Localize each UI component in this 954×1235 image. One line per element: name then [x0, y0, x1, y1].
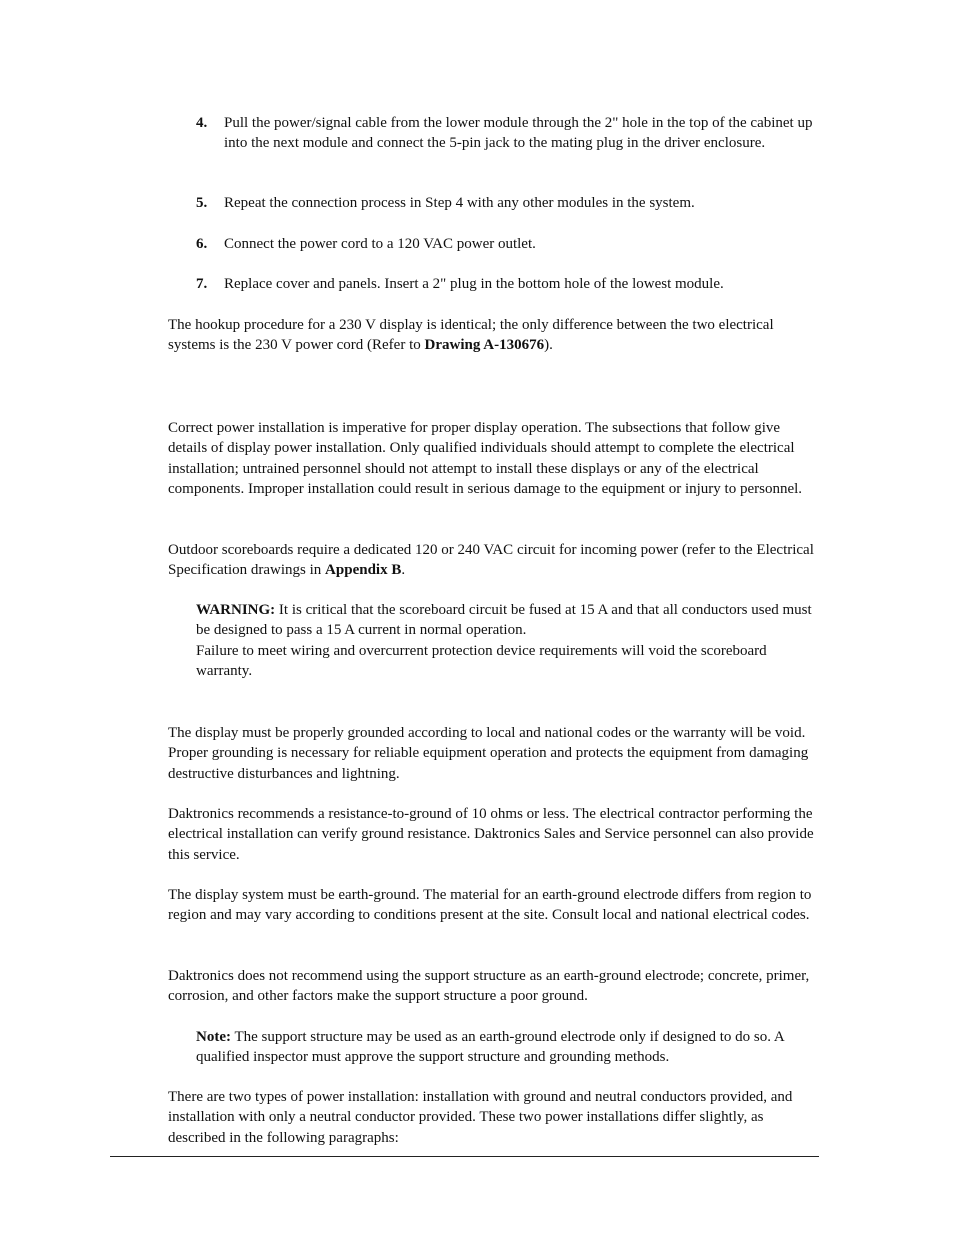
drawing-reference: Drawing A-130676: [424, 337, 545, 354]
outdoor-text: Outdoor scoreboards require a dedicated 120 or 240 VAC circuit for incoming power (refer to the Electrical Specification drawings in: [168, 542, 814, 579]
note-block: [196, 1027, 818, 1068]
step-number: 5.: [196, 195, 208, 211]
step-item: [196, 193, 816, 213]
power-types-paragraph: There are two types of power installation: installation with ground and neutral conductors provided, and installation with only a neutral conductor provided. These two power installations differ slightly, as described in the following paragraphs:: [168, 1089, 793, 1146]
grounding-paragraph: Daktronics recommends a resistance-to-ground of 10 ohms or less. The electrical contractor performing the electrical installation can verify ground resistance. Daktronics Sales and Service personnel can also provide this service.: [168, 806, 814, 863]
warning-label: WARNING:: [196, 602, 276, 618]
hookup-text: The hookup procedure for a 230 V display is identical; the only difference between the two electrical systems is the 230 V power cord (Refer to: [168, 317, 774, 354]
hookup-paragraph: [168, 315, 818, 356]
step-text: Repeat the connection process in Step 4 with any other modules in the system.: [224, 195, 695, 211]
step-text: Connect the power cord to a 120 VAC power outlet.: [224, 236, 536, 252]
note-label: Note:: [196, 1029, 231, 1045]
warning-text: It is critical that the scoreboard circuit be fused at 15 A and that all conductors used must be designed to pass a 15 A current in normal operation.: [196, 602, 812, 639]
grounding-paragraph: The display must be properly grounded according to local and national codes or the warranty will be void. Proper grounding is necessary for reliable equipment operation and protects the equipment from damaging destructive disturbances and lightning.: [168, 725, 809, 782]
outdoor-paragraph: [168, 540, 818, 581]
power-intro-paragraph: Correct power installation is imperative for proper display operation. The subsections that follow give details of display power installation. Only qualified individuals should attempt to complete the electrical installation; untrained personnel should not attempt to install these displays or any of the electrical components. Improper installation could result in serious damage to the equipment or injury to personnel.: [168, 420, 803, 498]
footer-rule: [110, 1156, 819, 1157]
step-number: 7.: [196, 276, 208, 292]
step-text: Replace cover and panels. Insert a 2" plug in the bottom hole of the lowest module.: [224, 276, 724, 292]
step-item: [196, 234, 816, 254]
note-text: The support structure may be used as an earth-ground electrode only if designed to do so. A qualified inspector must approve the support structure and grounding methods.: [196, 1029, 784, 1066]
outdoor-text-end: .: [401, 562, 406, 579]
hookup-text-end: ).: [544, 337, 553, 354]
grounding-paragraph: The display system must be earth-ground. The material for an earth-ground electrode differs from region to region and may vary according to conditions present at the site. Consult local and national electrical codes.: [168, 887, 812, 924]
step-number: 4.: [196, 115, 208, 131]
step-text: Pull the power/signal cable from the lower module through the 2" hole in the top of the cabinet up into the next module and connect the 5-pin jack to the mating plug in the driver enclosure.: [224, 115, 813, 152]
step-number: 6.: [196, 236, 208, 252]
step-item: [196, 274, 816, 294]
grounding-paragraph: Daktronics does not recommend using the support structure as an earth-ground electrode; concrete, primer, corrosion, and other factors make the support structure a poor ground.: [168, 968, 810, 1005]
step-item: [196, 113, 816, 154]
warning-text-2: Failure to meet wiring and overcurrent protection device requirements will void the scoreboard warranty.: [196, 642, 767, 680]
warning-block: [196, 600, 818, 682]
appendix-reference: Appendix B: [325, 562, 402, 579]
